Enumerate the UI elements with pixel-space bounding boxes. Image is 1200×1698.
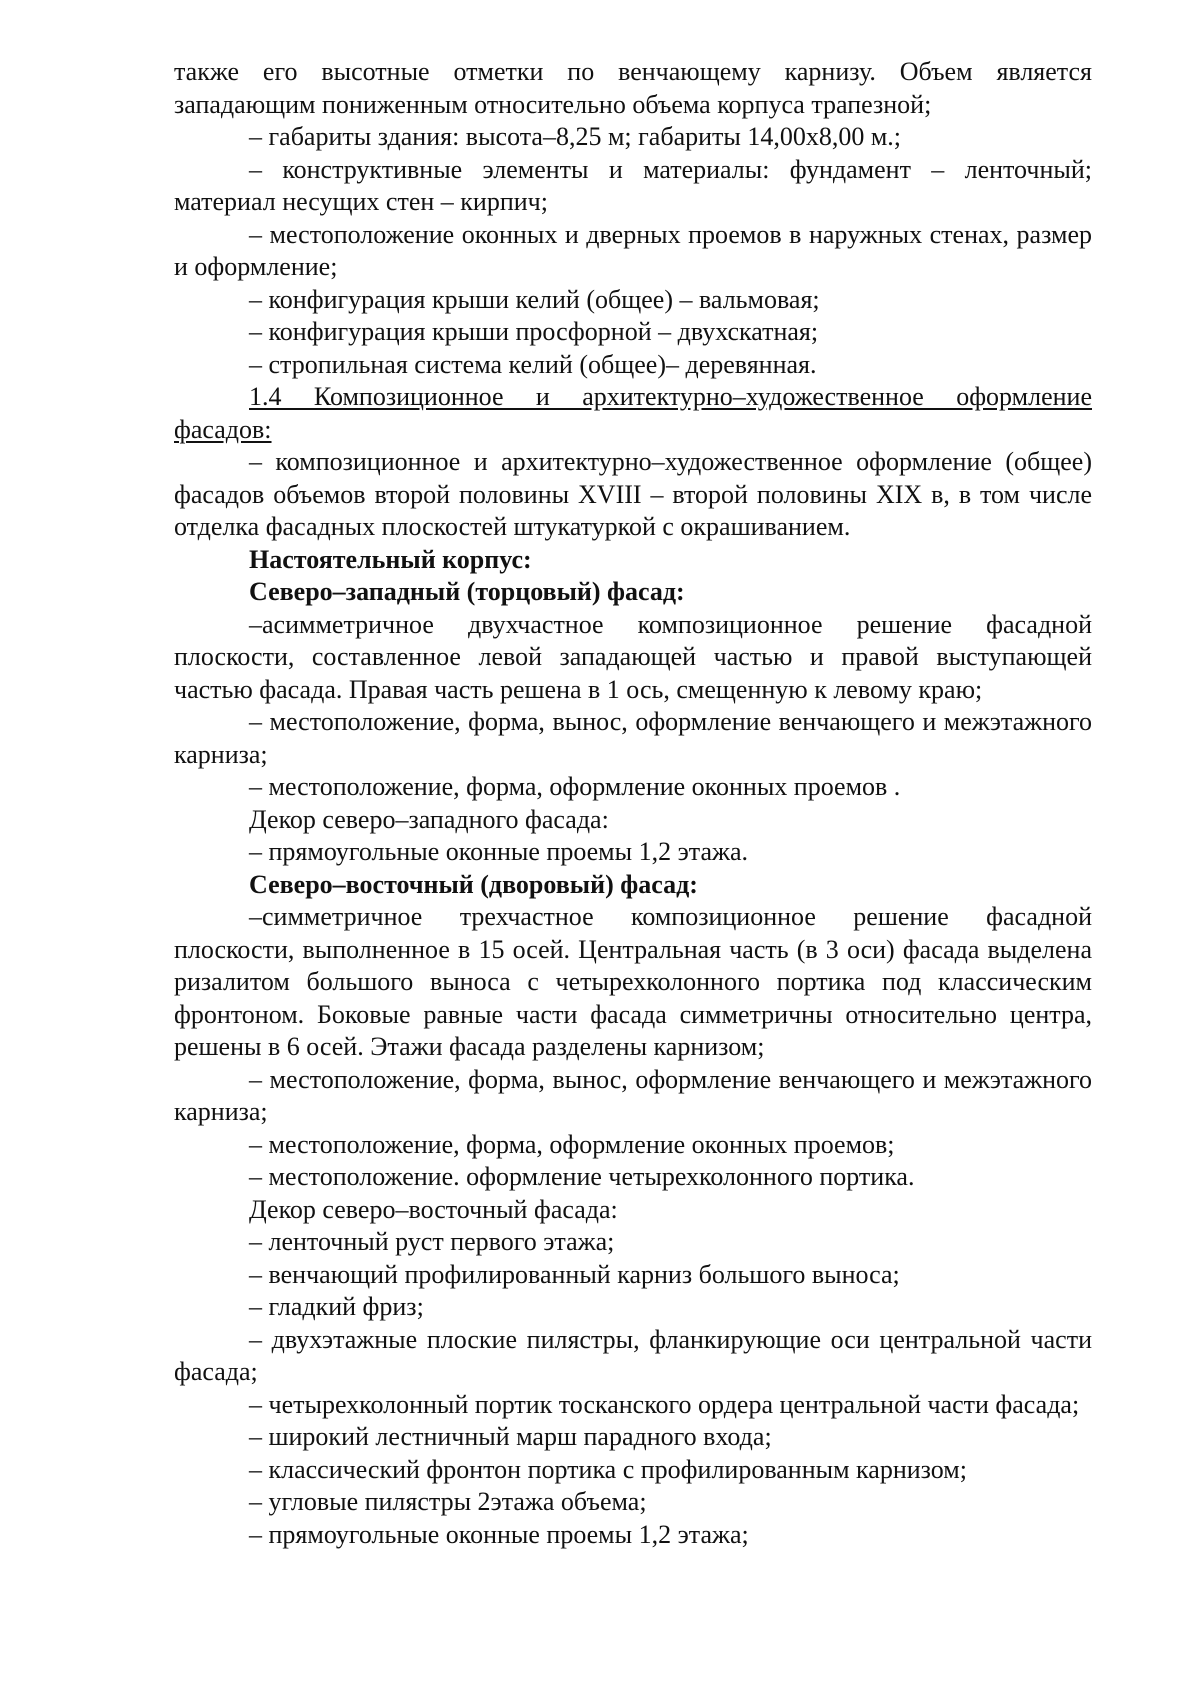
paragraph-15: – прямоугольные оконные проемы 1,2 этажа. — [249, 837, 748, 866]
paragraph-11: –асимметричное двухчастное композиционное решение фасадной плоскости, составленное левой западающей частью и правой выступающей частью фасада. Правая часть решена в 1 ось, смещенную к левому краю; — [174, 609, 1092, 704]
paragraph-8: – композиционное и архитектурно–художественное оформление (общее) фасадов объемов второй половины XVIII – второй половины XIX в, в том числе отделка фасадных плоскостей штукатуркой с окрашиванием. — [174, 447, 1092, 541]
paragraph-20: – местоположение. оформление четырехколонного портика. — [249, 1162, 915, 1191]
paragraph-28: – классический фронтон портика с профилированным карнизом; — [249, 1454, 967, 1484]
paragraph-27: – широкий лестничный марш парадного входа; — [249, 1422, 772, 1451]
paragraph-6: – стропильная система келий (общее)– деревянная. — [249, 349, 817, 379]
paragraph-5: – конфигурация крыши просфорной – двухскатная; — [249, 317, 819, 346]
paragraph-12: – местоположение, форма, вынос, оформление венчающего и межэтажного карниза; — [174, 707, 1092, 769]
paragraph-17: –симметричное трехчастное композиционное решение фасадной плоскости, выполненное в 15 осей. Центральная часть (в 3 оси) фасада выделена ризалитом большого выноса с четырехколонного портика под классическим фронтоном. Боковые равные части фасада симметричны относительно центра, решены в 6 осей. Этажи фасада разделены карнизом; — [174, 902, 1092, 1061]
paragraph-26: – четырехколонный портик тосканского ордера центральной части фасада; — [249, 1389, 1080, 1419]
heading-northeast-facade: Северо–восточный (дворовый) фасад: — [249, 869, 698, 899]
paragraph-1: – габариты здания: высота–8,25 м; габариты 14,00х8,00 м.; — [249, 122, 902, 151]
paragraph-29: – угловые пилястры 2этажа объема; — [249, 1487, 647, 1516]
heading-northwest-facade: Северо–западный (торцовый) фасад: — [249, 577, 685, 606]
paragraph-21: Декор северо–восточный фасада: — [249, 1194, 618, 1224]
paragraph-14: Декор северо–западного фасада: — [249, 804, 609, 834]
paragraph-22: – ленточный руст первого этажа; — [249, 1227, 615, 1256]
paragraph-13: – местоположение, форма, оформление оконных проемов . — [249, 772, 901, 801]
paragraph-18: – местоположение, форма, вынос, оформление венчающего и межэтажного карниза; — [174, 1064, 1092, 1126]
paragraph-4: – конфигурация крыши келий (общее) – вальмовая; — [249, 284, 820, 314]
paragraph-0: также его высотные отметки по венчающему карнизу. Объем является западающим пониженным относительно объема корпуса трапезной; — [174, 57, 1092, 119]
paragraph-2: – конструктивные элементы и материалы: фундамент – ленточный; материал несущих стен – кирпич; — [174, 154, 1092, 216]
section-heading-1-4: 1.4 Композиционное и архитектурно–художественное оформление фасадов: — [174, 382, 1092, 444]
paragraph-23: – венчающий профилированный карниз большого выноса; — [249, 1259, 900, 1289]
paragraph-25: – двухэтажные плоские пилястры, фланкирующие оси центральной части фасада; — [174, 1324, 1092, 1386]
document-page — [174, 56, 1092, 1551]
heading-nastoyatelny-korpus: Настоятельный корпус: — [249, 544, 532, 574]
paragraph-19: – местоположение, форма, оформление оконных проемов; — [249, 1129, 895, 1159]
paragraph-24: – гладкий фриз; — [249, 1292, 424, 1321]
paragraph-30: – прямоугольные оконные проемы 1,2 этажа; — [249, 1519, 749, 1549]
paragraph-3: – местоположение оконных и дверных проемов в наружных стенах, размер и оформление; — [174, 219, 1092, 281]
